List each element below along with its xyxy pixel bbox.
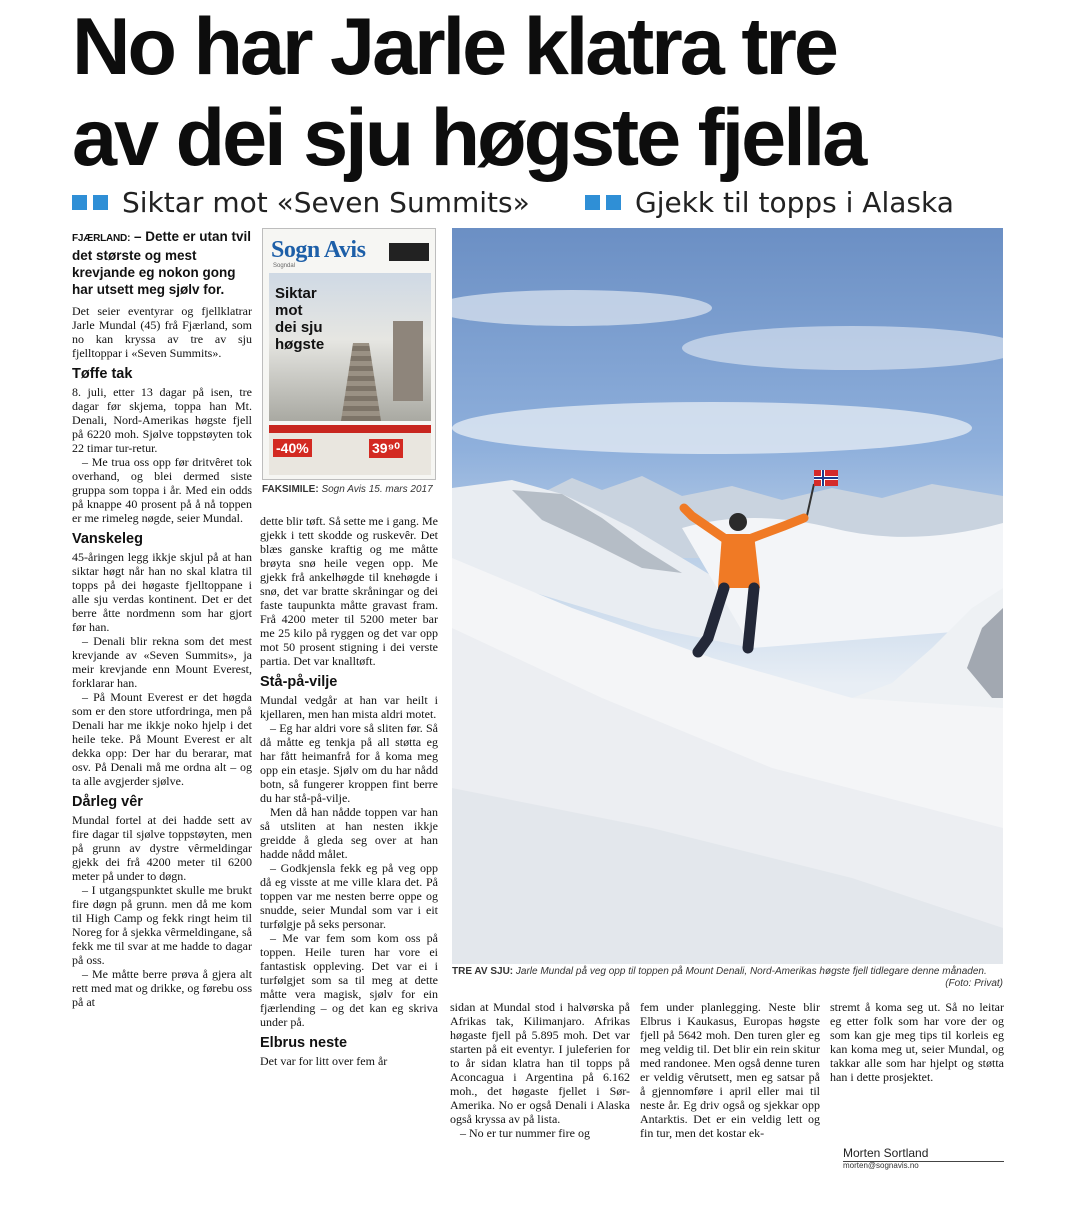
main-photo: [452, 228, 1003, 964]
caption-text: Jarle Mundal på veg opp til toppen på Mount Denali, Nord-Amerikas høgste fjell tidlegare denne månaden.: [513, 966, 987, 977]
ad-strip-bar: [269, 425, 431, 433]
article-column-2: [260, 514, 438, 1068]
bullet-square-icon: [606, 195, 621, 210]
paragraph: – No er tur nummer fire og: [460, 1126, 590, 1140]
facsimile-image: [262, 228, 436, 480]
paragraph: – I utgangspunktet skulle me brukt fire døgn på grunn. men då me kom til High Camp og fekk ringt heim til Noreg for å sjekka vêrmeldingane, så fekk me til svar at me hadde to dagar på oss.: [72, 883, 252, 967]
lead-paragraph: [72, 228, 252, 298]
byline-name: Morten Sortland: [843, 1146, 1004, 1162]
paragraph: 8. juli, etter 13 dagar på isen, tre dagar før skjema, toppa han Mt. Denali, Nord-Amerikas høgste fjell på 6220 moh. Sjølve toppstøyten tok 22 timar tur-retur.: [72, 385, 252, 455]
article-column-3: [450, 1000, 630, 1140]
paragraph: 45-åringen legg ikkje skjul på at han siktar høgt når han no skal klatra til topps på dei høgaste fjelltoppane i alle sju verdas kontinent. Det er det berre åtte nordmenn som har gjort før han.: [72, 550, 252, 634]
lead-text: – Dette er utan tvil det største og mest krevjande eg nokon gong har utsett meg sjølv for.: [72, 229, 251, 297]
caption-text: Sogn Avis 15. mars 2017: [318, 484, 433, 495]
facsimile-date-box: [389, 243, 429, 261]
photo-credit: (Foto: Privat): [945, 978, 1003, 989]
ad-price-badge: 39⁹⁰: [369, 439, 403, 458]
facsimile-ad-strip: [269, 425, 431, 475]
bullet-square-icon: [585, 195, 600, 210]
subheading: Tøffe tak: [72, 366, 133, 382]
caption-label: TRE AV SJU:: [452, 966, 514, 977]
article-column-1: [72, 228, 252, 1009]
subheading: Stå-på-vilje: [260, 674, 338, 690]
facsimile-sidebar-photo: [393, 321, 423, 401]
ad-price-badge: -40%: [273, 439, 312, 457]
paragraph: stremt å koma seg ut. Så no leitar eg etter folk som har vore der og som kan gje meg tips til korleis eg kan koma meg ut, seier Mundal, og takkar alle som har hjelpt og støtta han i dette prosjektet.: [830, 1000, 1004, 1084]
paragraph: Mundal vedgår at han var heilt i kjellaren, men han mista aldri motet.: [260, 693, 438, 721]
deck-1-text: Siktar mot «Seven Summits»: [122, 185, 530, 219]
subheading: Vanskeleg: [72, 531, 143, 547]
byline-email: morten@sognavis.no: [843, 1161, 919, 1170]
photo-caption: [452, 966, 1003, 978]
headline-line-1: No har Jarle klatra tre: [72, 2, 836, 92]
paragraph: – Me trua oss opp før dritvêret tok overhand, og blei dermed siste gruppa som toppa i år. Med ein odds på knappe 40 prosent på å nå toppen er me rimeleg nøgde, seier Mundal.: [72, 455, 252, 525]
paragraph: Det var for litt over fem år: [260, 1054, 388, 1068]
deck-2-text: Gjekk til topps i Alaska: [635, 185, 954, 219]
paragraph: – Me måtte berre prøva å gjera alt rett med mat og drikke, og førebu oss på at: [72, 967, 252, 1009]
paragraph: Det seier eventyrar og fjellklatrar Jarle Mundal (45) frå Fjærland, som no kan kryssa av tre av sju fjelltoppar i «Seven Summits».: [72, 304, 252, 360]
subheading: Elbrus neste: [260, 1035, 348, 1051]
paragraph: – Godkjensla fekk eg på veg opp då eg visste at me ville klara det. På toppen var me nesten berre oppe og snudde, seier Mundal som var i eit turfølgje på seks personar.: [260, 861, 438, 931]
paragraph: Mundal fortel at dei hadde sett av fire dagar til sjølve toppstøyten, men på grunn av dystre vêrmeldingar gjekk dei frå 4200 meter til 6200 meter på under to døgn.: [72, 813, 252, 883]
paragraph: – På Mount Everest er det høgda som er den store utfordringa, men på Denali har me ikkje noko hjelp i det heile teke. På Mount Everest er alt dekka opp: Der har du berarar, mat osv. På Denali må me ordna alt – og ta alle avgjerder sjølve.: [72, 690, 252, 788]
subheading: Dårleg vêr: [72, 794, 143, 810]
article-column-4: [640, 1000, 820, 1140]
paragraph: fem under planlegging. Neste blir Elbrus i Kaukasus, Europas høgste fjell på 5642 moh. Den turen gler eg meg veldig til. Det blir ein rein skitur med randonee. Men også denne turen er veldig vêrutsett, men eg satsar på å gjennomføre i april eller mai til neste år. Eg driv også og sjekkar opp Antarktis. Det er ein veldig lett og fin tur, men det kostar ek-: [640, 1000, 820, 1140]
paragraph: Men då han nådde toppen var han så utsliten at han nesten ikkje greidde å gleda seg over at han hadde nådd målet.: [260, 805, 438, 861]
paragraph: dette blir tøft. Så sette me i gang. Me gjekk i tett skodde og ruskevêr. Det blæs ganske kraftig og me måtte brøyta snø heile vegen opp. Me gjekk frå ankelhøgde til knehøgde i snø, det var bratte skråningar og dei faste taupunkta måtte gravast fram. Frå 4200 meter til 5200 meter bar me 25 kilo på ryggen og det var opp mot 50 prosent stigning i dei verste partia. Det var knalltøft.: [260, 514, 438, 668]
deck-2: [585, 182, 954, 222]
facsimile-masthead: Sogn Avis: [271, 237, 366, 263]
mountain-scene: [452, 228, 1003, 964]
cairn-shape: [341, 343, 381, 421]
article-column-5: [830, 1000, 1004, 1084]
facsimile-caption: [262, 484, 440, 496]
deck-1: [72, 182, 530, 222]
facsimile-masthead-sub: Sogndal: [273, 263, 296, 269]
bullet-square-icon: [72, 195, 87, 210]
paragraph: sidan at Mundal stod i halvørska på Afrikas tak, Kilimanjaro. Afrikas høgaste fjell på 5.895 moh. Det var starten på eit eventyr. I juleferien for to år sidan klatra han til topps på Aconcagua i Argentina på 6.162 moh., det høgaste fjellet i Sør-Amerika. No er også Denali i Alaska også kryssa av på lista.: [450, 1000, 630, 1126]
dateline: FJÆRLAND:: [72, 233, 131, 244]
facsimile-headline: Siktar mot dei sju høgste: [275, 285, 325, 353]
bullet-square-icon: [93, 195, 108, 210]
headline: [72, 2, 1032, 184]
paragraph: – Denali blir rekna som det mest krevjande av «Seven Summits», ja meir krevjande enn Mount Everest, forklarar han.: [72, 634, 252, 690]
paragraph: – Eg har aldri vore så sliten før. Så då måtte eg tenkja på all støtta eg har fått heimanfrå for å koma meg opp ein etasje. Sjølv om du har nådd botn, så fungerer kroppen fint berre du har stå-på-vilje.: [260, 721, 438, 805]
caption-label: FAKSIMILE:: [262, 484, 319, 495]
headline-line-2: av dei sju høgste fjella: [72, 93, 865, 183]
paragraph: – Me var fem som kom oss på toppen. Heile turen har vore ei fantastisk oppleving. Det var ei i turfølgjet som sa til meg at dette måtte vera magisk, sjølv for ein fjærlending – og det kan eg skriva under på.: [260, 931, 438, 1029]
